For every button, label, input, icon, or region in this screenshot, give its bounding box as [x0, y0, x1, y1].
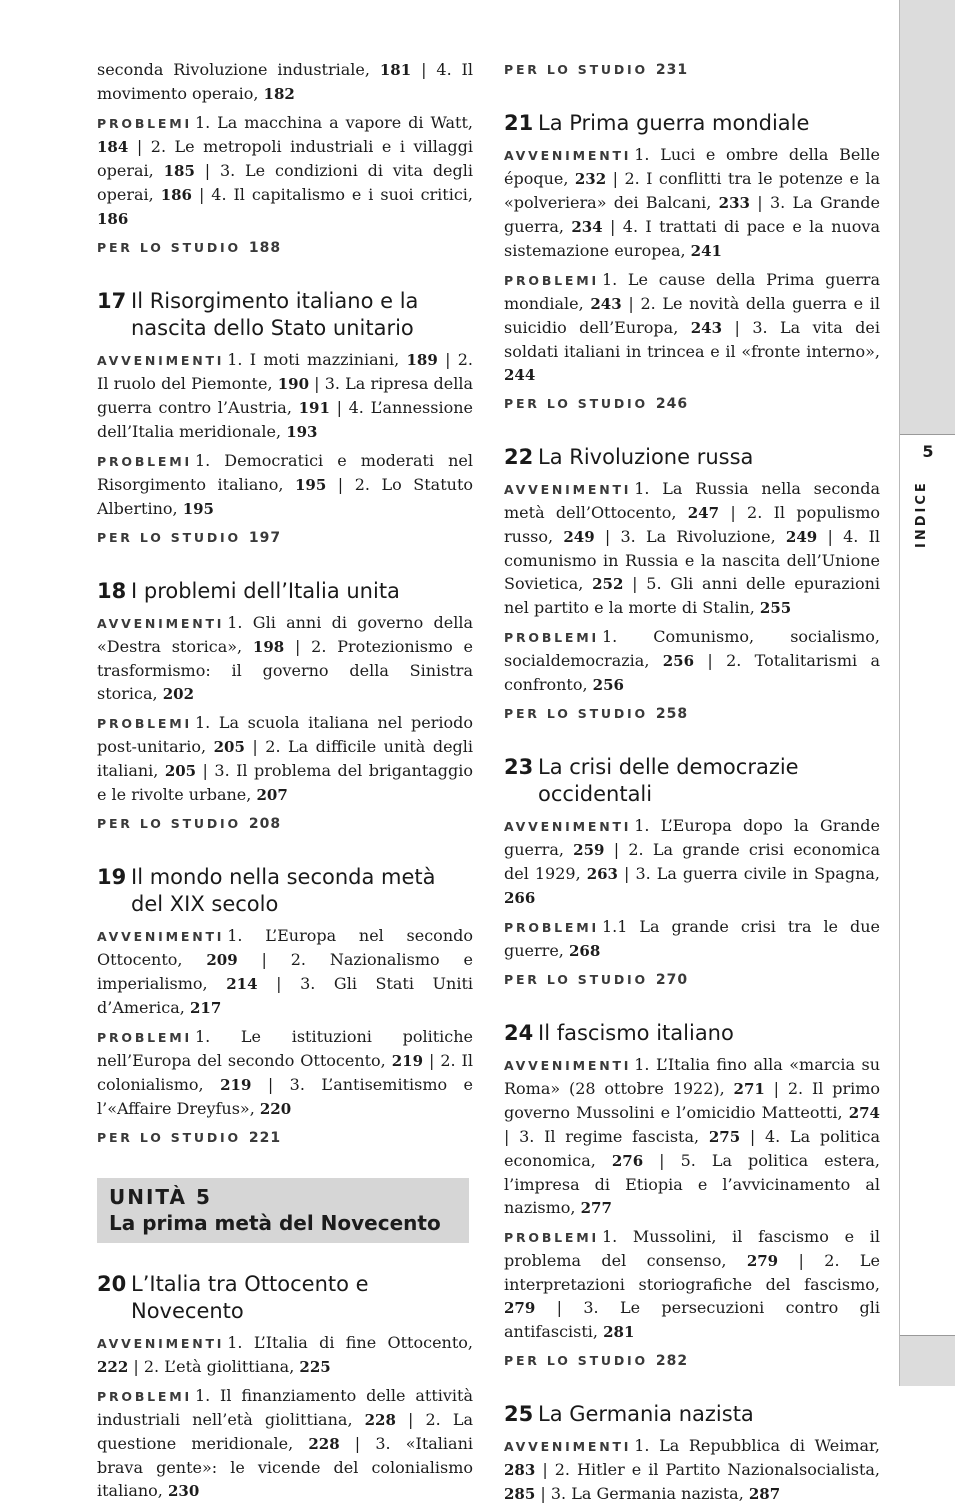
avvenimenti-paragraph: AVVENIMENTI 1. I moti mazziniani, 189 | 2. Il ruolo del Piemonte, 190 | 3. La ripresa della guerra contro l’Austria, 191 | 4. L’annessione dell’Italia meridionale, 193 — [97, 350, 474, 441]
chapter-entry — [97, 578, 473, 836]
avvenimenti-paragraph: AVVENIMENTI 1. L’Europa nel secondo Ottocento, 209 | 2. Nazionalismo e imperialismo, 214 | 3. Gli Stati Uniti d’America, 217 — [97, 926, 474, 1017]
entry-text: 2. La difficile unità degli italiani, — [97, 737, 474, 780]
page-number: 243 — [590, 295, 622, 313]
avvenimenti-paragraph: AVVENIMENTI 1. L’Italia fino alla «marcia su Roma» (28 ottobre 1922), 271 | 2. Il primo governo Mussolini e l’omicidio Matteotti, 274 | 3. Il regime fascista, 275 | 4. La politica economica, 276 | 5. La politica estera, l’impresa di Etiopia e l’avvicinamento al nazismo, 277 — [504, 1055, 881, 1217]
page-number: 184 — [97, 138, 129, 156]
per-lo-studio-label: PER LO STUDIO — [97, 1130, 241, 1145]
page-number: 249 — [785, 528, 818, 546]
entry-text: 2. Lo Statuto Albertino, — [97, 475, 473, 518]
chapter-heading — [504, 1401, 880, 1428]
page-number: 186 — [160, 186, 192, 204]
chapter-entry — [504, 1401, 880, 1506]
page-number: 282 — [655, 1353, 689, 1369]
entry-text: 1. L’Italia fino alla «marcia su Roma» (28 ottobre 1922), — [504, 1055, 880, 1098]
entry-text: 1. La macchina a vapore di Watt, — [194, 113, 473, 132]
entry-text: 3. Il regime fascista, — [519, 1127, 709, 1146]
page-number: 205 — [213, 738, 245, 756]
avvenimenti-paragraph: AVVENIMENTI 1. La Repubblica di Weimar, 283 | 2. Hitler e il Partito Nazionalsocialista, 285 | 3. La Germania nazista, 287 — [504, 1436, 880, 1503]
chapter-title: Il mondo nella seconda metà del XIX secolo — [131, 865, 436, 916]
chapter-title: La Germania nazista — [538, 1402, 754, 1426]
page-number: 220 — [259, 1100, 292, 1118]
folio-number: 5 — [922, 442, 934, 461]
avvenimenti-label: AVVENIMENTI — [97, 929, 225, 944]
page-number: 263 — [586, 865, 618, 883]
chapter-number: 25 — [504, 1402, 534, 1426]
page-number: 191 — [298, 399, 330, 417]
chapter-number: 20 — [97, 1272, 127, 1296]
entry-text: 3. Le persecuzioni contro gli antifascisti, — [504, 1298, 881, 1341]
continuation-problemi: PROBLEMI 1. La macchina a vapore di Watt, 184 | 2. Le metropoli industriali e i villaggi operai, 185 | 3. Le condizioni di vita degli operai, 186 | 4. Il capitalismo e i suoi critici, 186 — [97, 113, 474, 228]
chapter-entry — [97, 288, 473, 550]
problemi-paragraph: PROBLEMI 1. La scuola italiana nel periodo post-unitario, 205 | 2. La difficile unità degli italiani, 205 | 3. Il problema del brigantaggio e le rivolte urbane, 207 — [97, 713, 474, 804]
problemi-label: PROBLEMI — [504, 1230, 599, 1245]
entry-text: 1. Mussolini, il fascismo e il problema del consenso, — [504, 1227, 880, 1270]
page-number: 271 — [733, 1080, 765, 1098]
page-number: 275 — [708, 1128, 741, 1146]
entry-text: 5. Gli anni delle epurazioni nel partito e la morte di Stalin, — [504, 574, 881, 617]
entry-text: 3. Il problema del brigantaggio e le rivolte urbane, — [97, 761, 474, 804]
problemi-paragraph: PROBLEMI 1. Comunismo, socialismo, socialdemocrazia, 256 | 2. Totalitarismi a confronto, 256 — [504, 627, 881, 694]
page-number: 205 — [164, 762, 197, 780]
per-lo-studio-label: PER LO STUDIO — [504, 972, 648, 987]
unit-label: UNITÀ 5 — [109, 1185, 212, 1209]
page-number: 268 — [568, 942, 601, 960]
entry-text: 1. Gli anni di governo della «Destra storica», — [97, 613, 473, 656]
problemi-label: PROBLEMI — [97, 716, 192, 731]
entry-text: 1. L’Europa dopo la Grande guerra, — [504, 816, 880, 859]
chapter-heading — [97, 288, 473, 342]
avvenimenti-paragraph: AVVENIMENTI 1. L’Europa dopo la Grande guerra, 259 | 2. La grande crisi economica del 1929, 263 | 3. La guerra civile in Spagna, 266 — [504, 816, 880, 907]
per-lo-studio-line — [504, 702, 880, 726]
page-number: 221 — [248, 1130, 282, 1146]
avvenimenti-label: AVVENIMENTI — [504, 1439, 632, 1454]
avvenimenti-paragraph: AVVENIMENTI 1. La Russia nella seconda metà dell’Ottocento, 247 | 2. Il populismo russo, 249 | 3. La Rivoluzione, 249 | 4. Il comunismo in Russia e la nascita dell’Unione Sovietica, 252 | 5. Gli anni delle epurazioni nel partito e la morte di Stalin, 255 — [504, 479, 881, 617]
page-number: 222 — [97, 1358, 129, 1376]
per-lo-studio-line — [97, 526, 473, 550]
problemi-label: PROBLEMI — [504, 273, 599, 288]
problemi-label: PROBLEMI — [97, 1389, 192, 1404]
per-lo-studio-line — [504, 968, 880, 992]
entry-text: 3. La Germania nazista, — [550, 1484, 749, 1503]
page-number: 256 — [662, 652, 695, 670]
page-number: 190 — [277, 375, 310, 393]
per-lo-studio-label: PER LO STUDIO — [504, 1353, 648, 1368]
entry-text: 1. Democratici e moderati nel Risorgimento italiano, — [97, 451, 473, 494]
page-number: 285 — [504, 1485, 536, 1503]
problemi-paragraph: PROBLEMI 1. Il finanziamento delle attività industriali nell’età giolittiana, 228 | 2. La questione meridionale, 228 | 3. «Italiani brava gente»: le vicende del colonialismo italiano, 230 — [97, 1386, 473, 1500]
page-number: 219 — [391, 1052, 424, 1070]
entry-text: 1. La scuola italiana nel periodo post-unitario, — [97, 713, 473, 756]
avvenimenti-label: AVVENIMENTI — [504, 819, 632, 834]
page-number: 287 — [748, 1485, 781, 1503]
page-number: 231 — [655, 62, 689, 78]
chapter-heading — [97, 1271, 473, 1325]
chapter-entry — [504, 754, 880, 992]
page-number: 186 — [97, 210, 129, 228]
page-number: 256 — [592, 676, 624, 694]
problemi-paragraph — [504, 915, 880, 963]
chapter-number: 23 — [504, 755, 534, 779]
entry-text: 2. Hitler e il Partito Nazionalsocialista, — [554, 1460, 880, 1479]
page-number: 228 — [308, 1435, 340, 1453]
entry-text: 1. L’Italia di fine Ottocento, — [227, 1333, 473, 1352]
page-number: 209 — [206, 951, 238, 969]
entry-text: 2. Il populismo russo, — [504, 503, 880, 546]
entry-text: 4. L’annessione dell’Italia meridionale, — [97, 398, 473, 441]
right-column — [504, 58, 880, 1511]
chapter-entry — [97, 864, 473, 1150]
page-number: 228 — [364, 1411, 396, 1429]
entry-text: 2. Il ruolo del Piemonte, — [97, 350, 473, 393]
entry-text: 1. La Repubblica di Weimar, — [634, 1436, 880, 1455]
page-number: 207 — [256, 786, 288, 804]
page-number: 247 — [687, 504, 720, 522]
avvenimenti-paragraph: AVVENIMENTI 1. Gli anni di governo della «Destra storica», 198 | 2. Protezionismo e trasformismo: il governo della Sinistra storica, 202 — [97, 613, 474, 703]
unit-heading-box — [97, 1178, 469, 1243]
chapter-number: 21 — [504, 111, 534, 135]
problemi-paragraph: PROBLEMI 1. Le cause della Prima guerra mondiale, 243 | 2. Le novità della guerra e il suicidio dell’Europa, 243 | 3. La vita dei soldati italiani in trincea e il «fronte interno», 244 — [504, 270, 881, 384]
page-number: 182 — [263, 85, 295, 103]
page-number: 217 — [189, 999, 222, 1017]
per-lo-studio-label: PER LO STUDIO — [504, 62, 648, 77]
page-number: 255 — [759, 599, 792, 617]
chapter-title: L’Italia tra Ottocento e Novecento — [131, 1272, 369, 1323]
page-number: 259 — [573, 841, 605, 859]
page-number: 225 — [299, 1358, 331, 1376]
page-number: 195 — [182, 500, 214, 518]
page-number: 181 — [379, 61, 412, 79]
entry-text: 1. I moti mazziniani, — [227, 350, 407, 369]
chapter-title: I problemi dell’Italia unita — [131, 579, 400, 603]
entry-text: 1. L’Europa nel secondo Ottocento, — [97, 926, 473, 969]
entry-text: seconda Rivoluzione industriale, — [97, 60, 380, 79]
page-number: 244 — [504, 366, 536, 384]
entry-text: 2. I conflitti tra le potenze e la «polveriera» dei Balcani, — [504, 169, 880, 212]
chapter-heading — [97, 578, 473, 605]
page-number: 281 — [603, 1323, 635, 1341]
entry-text: 3. Le condizioni di vita degli operai, — [97, 161, 474, 204]
problemi-label: PROBLEMI — [97, 454, 192, 469]
per-lo-studio-line — [504, 58, 880, 82]
chapter-heading — [504, 110, 880, 137]
page-number: 283 — [504, 1461, 536, 1479]
entry-text: 2. Le metropoli industriali e i villaggi operai, — [97, 137, 474, 180]
page-number: 266 — [504, 889, 536, 907]
per-lo-studio-line — [504, 1349, 880, 1373]
page-number: 252 — [592, 575, 624, 593]
per-lo-studio-label: PER LO STUDIO — [97, 530, 241, 545]
chapter-entry — [504, 444, 880, 726]
avvenimenti-paragraph: AVVENIMENTI 1. Luci e ombre della Belle époque, 232 | 2. I conflitti tra le potenze e la «polveriera» dei Balcani, 233 | 3. La Grande guerra, 234 | 4. I trattati di pace e la nuova sistemazione europea, 241 — [504, 145, 881, 260]
chapter-heading — [504, 1020, 880, 1047]
avvenimenti-label: AVVENIMENTI — [504, 482, 632, 497]
section-label: INDICE — [914, 480, 929, 548]
per-lo-studio-line — [97, 812, 473, 836]
avvenimenti-label: AVVENIMENTI — [97, 616, 225, 631]
page-number: 185 — [163, 162, 195, 180]
avvenimenti-label: AVVENIMENTI — [97, 353, 225, 368]
entry-text: 1. Comunismo, socialismo, socialdemocrazia, — [504, 627, 880, 670]
per-lo-studio-line — [504, 392, 880, 416]
per-lo-studio-line — [97, 236, 473, 260]
page-number: 197 — [248, 530, 282, 546]
entry-text: 2. Il colonialismo, — [97, 1051, 473, 1094]
per-lo-studio-label: PER LO STUDIO — [504, 396, 648, 411]
entry-text: 2. Le novità della guerra e il suicidio dell’Europa, — [504, 294, 881, 337]
avvenimenti-label: AVVENIMENTI — [97, 1336, 225, 1351]
entry-text: 3. La guerra civile in Spagna, — [635, 864, 880, 883]
page-number: 233 — [718, 194, 750, 212]
entry-text: 3. Gli Stati Uniti d’America, — [97, 974, 474, 1017]
entry-text: 2. La grande crisi economica del 1929, — [504, 840, 880, 883]
entry-text: 2. Il primo governo Mussolini e l’omicidio Matteotti, — [504, 1079, 881, 1122]
page-number: 189 — [406, 351, 438, 369]
page-number: 277 — [580, 1199, 612, 1217]
page-number: 208 — [248, 816, 282, 832]
problemi-label: PROBLEMI — [97, 116, 192, 131]
page-number: 188 — [248, 240, 282, 256]
problemi-label: PROBLEMI — [504, 920, 599, 935]
entry-text: 3. L’antisemitismo e l’«Affaire Dreyfus», — [97, 1075, 474, 1118]
entry-text: 1.1 La grande crisi tra le due guerre, — [504, 917, 880, 960]
page-number: 279 — [504, 1299, 536, 1317]
unit-title: La prima metà del Novecento — [109, 1211, 441, 1235]
entry-text: 1. La Russia nella seconda metà dell’Ottocento, — [504, 479, 880, 522]
chapter-heading — [504, 444, 880, 471]
page-number: 219 — [220, 1076, 252, 1094]
entry-text: 3. La vita dei soldati italiani in trincea e il «fronte interno», — [504, 318, 881, 361]
page-number: 232 — [574, 170, 607, 188]
per-lo-studio-label: PER LO STUDIO — [97, 816, 241, 831]
chapter-title: Il Risorgimento italiano e la nascita dello Stato unitario — [131, 289, 419, 340]
page-number: 258 — [655, 706, 689, 722]
page-number: 243 — [690, 319, 723, 337]
chapter-title: La crisi delle democrazie occidentali — [538, 755, 799, 806]
problemi-label: PROBLEMI — [504, 630, 599, 645]
entry-text: 4. La politica economica, — [504, 1127, 880, 1170]
chapter-entry — [504, 1020, 880, 1373]
entry-text: 4. Il comunismo in Russia e la nascita dell’Unione Sovietica, — [504, 527, 881, 593]
chapter-number: 19 — [97, 865, 127, 889]
chapter-heading — [504, 754, 880, 808]
entry-text: 1. Luci e ombre della Belle époque, — [504, 145, 880, 188]
chapter-title: Il fascismo italiano — [538, 1021, 734, 1045]
entry-text: 3. «Italiani brava gente»: le vicende del colonialismo italiano, — [97, 1434, 473, 1500]
sidebar-tab — [900, 434, 955, 1336]
page-number: 202 — [162, 685, 195, 703]
per-lo-studio-label: PER LO STUDIO — [97, 240, 241, 255]
chapter-number: 24 — [504, 1021, 534, 1045]
page-number: 249 — [563, 528, 595, 546]
problemi-paragraph: PROBLEMI 1. Le istituzioni politiche nell’Europa del secondo Ottocento, 219 | 2. Il colonialismo, 219 | 3. L’antisemitismo e l’«Affaire Dreyfus», 220 — [97, 1027, 474, 1118]
entry-text: 3. La Grande guerra, — [504, 193, 881, 236]
page-number: 214 — [226, 975, 258, 993]
entry-text: 2. L’età giolittiana, — [143, 1357, 300, 1376]
problemi-paragraph: PROBLEMI 1. Democratici e moderati nel Risorgimento italiano, 195 | 2. Lo Statuto Albertino, 195 — [97, 451, 473, 518]
page-number: 230 — [167, 1482, 200, 1500]
entry-text: 4. Il capitalismo e i suoi critici, — [211, 185, 474, 204]
entry-text: 4. I trattati di pace e la nuova sistemazione europea, — [504, 217, 881, 260]
entry-text: 2. Le interpretazioni storiografiche del fascismo, — [504, 1251, 880, 1294]
chapter-title: La Rivoluzione russa — [538, 445, 754, 469]
entry-text: 4. Il movimento operaio, — [97, 60, 473, 103]
problemi-label: PROBLEMI — [97, 1030, 192, 1045]
page-number: 279 — [746, 1252, 779, 1270]
entry-text: 2. Protezionismo e trasformismo: il governo della Sinistra storica, — [97, 637, 474, 703]
page-number: 276 — [611, 1152, 644, 1170]
page-number: 274 — [848, 1104, 880, 1122]
chapter-entry — [97, 1271, 473, 1503]
continuation-avvenimenti: seconda Rivoluzione industriale, 181 | 4. Il movimento operaio, 182 — [97, 60, 473, 103]
page-number: 195 — [294, 476, 327, 494]
problemi-paragraph: PROBLEMI 1. Mussolini, il fascismo e il problema del consenso, 279 | 2. Le interpretazioni storiografiche del fascismo, 279 | 3. Le persecuzioni contro gli antifascisti, 281 — [504, 1227, 881, 1341]
avvenimenti-label: AVVENIMENTI — [504, 148, 632, 163]
entry-text: 2. La questione meridionale, — [97, 1410, 473, 1453]
chapter-number: 22 — [504, 445, 534, 469]
entry-text: 3. La Rivoluzione, — [620, 527, 786, 546]
page-number: 246 — [655, 396, 689, 412]
avvenimenti-paragraph: AVVENIMENTI 1. L’Italia di fine Ottocento, 222 | 2. L’età giolittiana, 225 — [97, 1333, 473, 1376]
chapter-number: 17 — [97, 289, 127, 313]
page-number: 270 — [655, 972, 689, 988]
entry-text: 1. Il finanziamento delle attività industriali nell’età giolittiana, — [97, 1386, 473, 1429]
entry-text: 3. La ripresa della guerra contro l’Austria, — [97, 374, 474, 417]
page-number: 241 — [690, 242, 722, 260]
chapter-title: La Prima guerra mondiale — [538, 111, 810, 135]
chapter-number: 18 — [97, 579, 127, 603]
entry-text: 1. Le cause della Prima guerra mondiale, — [504, 270, 880, 313]
entry-text: 2. Totalitarismi a confronto, — [504, 651, 881, 694]
entry-text: 5. La politica estera, l’impresa di Etiopia e l’avvicinamento al nazismo, — [504, 1151, 881, 1217]
page-number: 234 — [571, 218, 603, 236]
left-column — [97, 58, 473, 1508]
avvenimenti-label: AVVENIMENTI — [504, 1058, 632, 1073]
per-lo-studio-label: PER LO STUDIO — [504, 706, 648, 721]
chapter-heading — [97, 864, 473, 918]
per-lo-studio-line — [97, 1126, 473, 1150]
chapter-entry — [504, 110, 880, 416]
page-number: 193 — [286, 423, 318, 441]
index-sidebar — [899, 0, 955, 1386]
entry-text: 2. Nazionalismo e imperialismo, — [97, 950, 473, 993]
page-number: 198 — [252, 638, 285, 656]
entry-text: 1. Le istituzioni politiche nell’Europa del secondo Ottocento, — [97, 1027, 473, 1070]
